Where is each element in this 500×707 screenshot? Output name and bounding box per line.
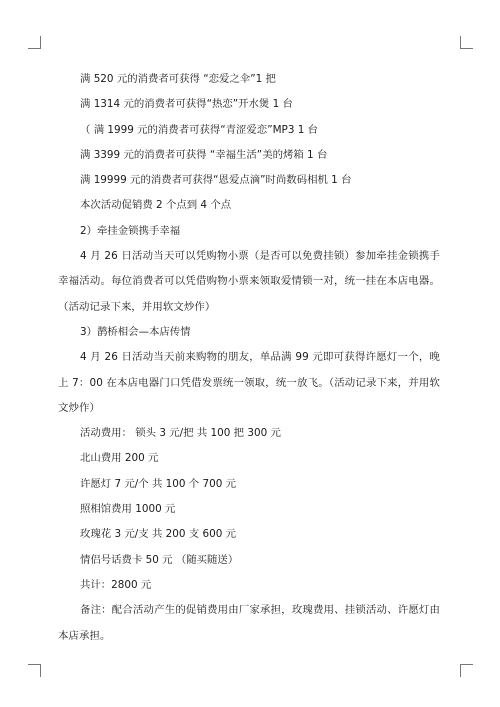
section-paragraph: 4 月 26 日活动当天前来购物的朋友，单品满 99 元即可获得许愿灯一个，晚上 7：00 在本店电器门口凭借发票统一领取，统一放飞。（活动记录下来，并用软文炒作） xyxy=(58,351,440,414)
prize-line: 满 520 元的消费者可获得 “恋爱之伞”1 把 xyxy=(80,73,276,85)
section-heading: 3）鹊桥相会—本店传情 xyxy=(80,325,191,338)
section-paragraph: 4 月 26 日活动当天可以凭购物小票（是否可以免费挂锁）参加牵挂金锁携手幸福活动。每位消费者可以凭借购物小票来领取爱情锁一对，统一挂在本店电器。（活动记录下来，并用软文炒作） xyxy=(58,250,440,313)
crop-mark-bottom-right xyxy=(460,664,473,677)
crop-mark-top-left xyxy=(28,36,41,49)
cost-item: 北山费用 200 元 xyxy=(80,452,159,465)
crop-mark-top-right xyxy=(460,36,473,49)
promo-fee-line: 本次活动促销费 2 个点到 4 个点 xyxy=(80,199,232,212)
prize-line: 满 3399 元的消费者可获得 “幸福生活”美的烤箱 1 台 xyxy=(80,148,328,161)
document-body xyxy=(58,67,440,649)
crop-mark-bottom-left xyxy=(28,664,41,677)
note-paragraph: 备注：配合活动产生的促销费用由厂家承担，玫瑰费用、挂锁活动、许愿灯由本店承担。 xyxy=(58,604,440,642)
prize-line: 满 19999 元的消费者可获得“恩爱点滴”时尚数码相机 1 台 xyxy=(80,174,352,187)
cost-item: 情侣号话费卡 50 元 （随买随送） xyxy=(80,553,239,566)
section-heading: 2）牵挂金锁携手幸福 xyxy=(80,224,181,237)
cost-item: 活动费用： 锁头 3 元/把 共 100 把 300 元 xyxy=(80,427,281,440)
cost-item: 许愿灯 7 元/个 共 100 个 700 元 xyxy=(80,477,237,490)
cost-item: 照相馆费用 1000 元 xyxy=(80,503,176,516)
cost-item: 玫瑰花 3 元/支 共 200 支 600 元 xyxy=(80,528,237,541)
prize-line: 满 1314 元的消费者可获得“热恋”开水煲 1 台 xyxy=(80,98,293,111)
prize-line: （ 满 1999 元的消费者可获得“青涩爱恋”MP3 1 台 xyxy=(80,123,319,136)
cost-total: 共计：2800 元 xyxy=(80,578,152,591)
